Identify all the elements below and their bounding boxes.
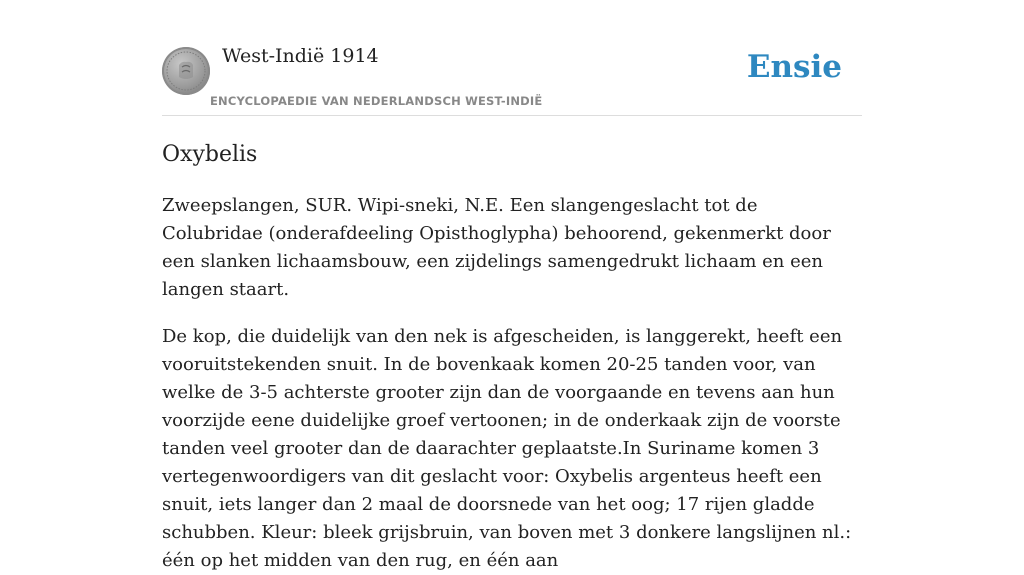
article-body: [162, 192, 862, 575]
source-title[interactable]: West-Indië 1914: [222, 45, 379, 67]
site-header: [162, 0, 862, 116]
article-paragraph: De kop, die duidelijk van den nek is afgescheiden, is langgerekt, heeft een vooruitstekenden snuit. In de bovenkaak komen 20-25 tanden voor, van welke de 3-5 achterste grooter zijn dan de voorgaande en tevens aan hun voorzijde eene duidelijke groef vertoonen; in de onderkaak zijn de voorste tanden veel grooter dan de daarachter geplaatste.In Suriname komen 3 vertegenwoordigers van dit geslacht voor: Oxybelis argenteus heeft een snuit, iets langer dan 2 maal de doorsnede van het oog; 17 rijen gladde schubben. Kleur: bleek grijsbruin, van boven met 3 donkere langslijnen nl.: één op het midden van den rug, en één aan: [162, 326, 852, 571]
article-paragraph: Zweepslangen, SUR. Wipi-sneki, N.E. Een slangengeslacht tot de Colubridae (onderafdeeling Opisthoglypha) behoorend, gekenmerkt door een slanken lichaamsbouw, een zijdelings samengedrukt lichaam en een langen staart.: [162, 195, 831, 300]
ensie-logo-link[interactable]: Ensie: [746, 49, 842, 85]
coin-logo-icon[interactable]: [162, 47, 210, 95]
article-title: Oxybelis: [162, 142, 258, 167]
source-subtitle: ENCYCLOPAEDIE VAN NEDERLANDSCH WEST-INDIË: [210, 94, 543, 108]
article: [162, 140, 862, 575]
